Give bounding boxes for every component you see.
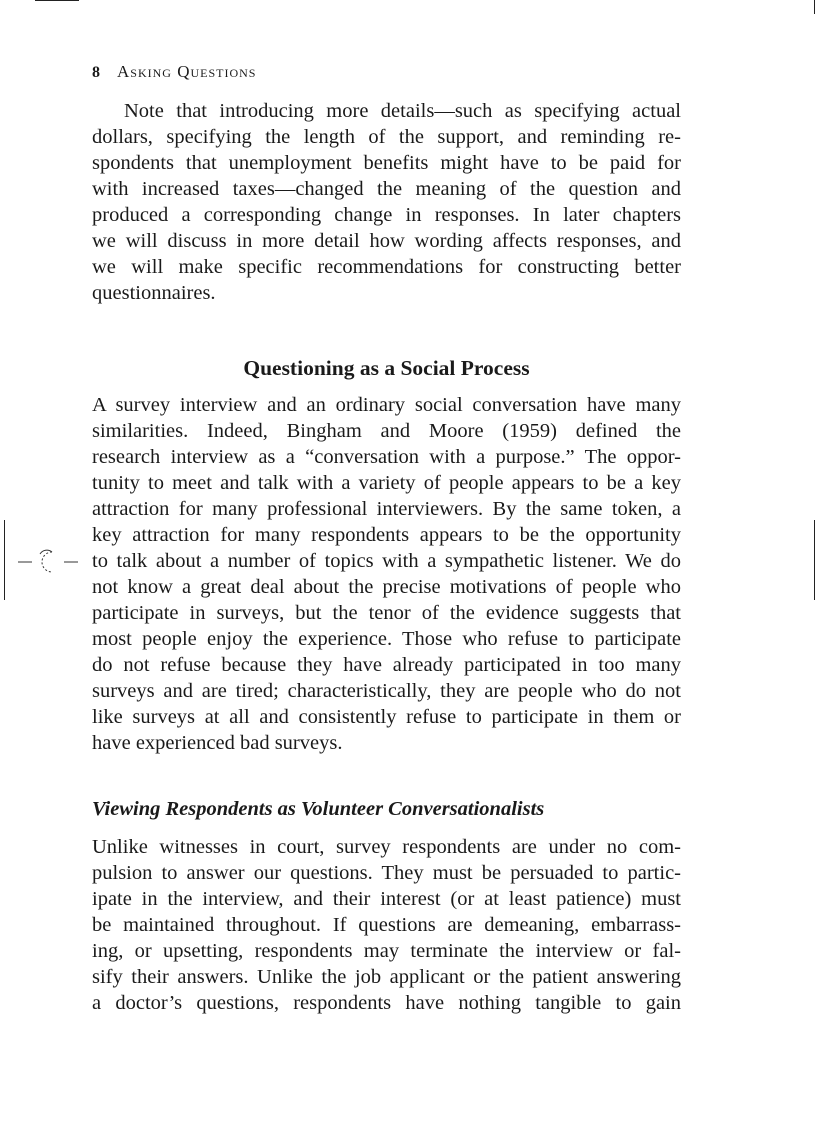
text-line: dollars, specifying the length of the support, and reminding re-: [92, 126, 681, 148]
text-line: have experienced bad surveys.: [92, 732, 343, 754]
text-line: Unlike witnesses in court, survey respondents are under no com-: [92, 836, 681, 858]
text-line: ing, or upsetting, respondents may terminate the interview or fal-: [92, 940, 681, 962]
text-line: not know a great deal about the precise motivations of people who: [92, 576, 681, 598]
text-line: A survey interview and an ordinary social conversation have many: [92, 394, 681, 416]
text-line: key attraction for many respondents appears to be the opportunity: [92, 524, 681, 546]
text-line: tunity to meet and talk with a variety of people appears to be a key: [92, 472, 681, 494]
text-line: most people enjoy the experience. Those who refuse to participate: [92, 628, 681, 650]
text-line: we will make specific recommendations for constructing better: [92, 256, 681, 278]
text-line: surveys and are tired; characteristically, they are people who do not: [92, 680, 681, 702]
text-line: attraction for many professional interviewers. By the same token, a: [92, 498, 681, 520]
text-line: do not refuse because they have already participated in too many: [92, 654, 681, 676]
text-line: Note that introducing more details—such as specifying actual: [124, 100, 681, 122]
crop-mark-top: [35, 0, 79, 1]
text-line: questionnaires.: [92, 282, 216, 304]
text-line: to talk about a number of topics with a sympathetic listener. We do: [92, 550, 681, 572]
running-head-title: Asking Questions: [117, 62, 257, 81]
text-line: sify their answers. Unlike the job applicant or the patient answering: [92, 966, 681, 988]
crop-mark-left: [4, 520, 5, 600]
page-number: 8: [92, 64, 101, 81]
text-line: spondents that unemployment benefits might have to be paid for: [92, 152, 681, 174]
text-line: research interview as a “conversation with a purpose.” The oppor-: [92, 446, 681, 468]
text-line: be maintained throughout. If questions are demeaning, embarrass-: [92, 914, 681, 936]
text-line: produced a corresponding change in responses. In later chapters: [92, 204, 681, 226]
text-line: pulsion to answer our questions. They must be persuaded to partic-: [92, 862, 681, 884]
subsection-heading: Viewing Respondents as Volunteer Conversationalists: [92, 798, 545, 820]
text-line: participate in surveys, but the tenor of the evidence suggests that: [92, 602, 681, 624]
text-line: similarities. Indeed, Bingham and Moore (1959) defined the: [92, 420, 681, 442]
running-head: [92, 62, 256, 82]
text-line: ipate in the interview, and their interest (or at least patience) must: [92, 888, 681, 910]
registration-mark-icon: [18, 548, 80, 576]
text-line: we will discuss in more detail how wording affects responses, and: [92, 230, 681, 252]
text-line: with increased taxes—changed the meaning of the question and: [92, 178, 681, 200]
text-line: like surveys at all and consistently refuse to participate in them or: [92, 706, 681, 728]
crop-mark-right: [814, 520, 815, 600]
section-heading: Questioning as a Social Process: [243, 356, 530, 380]
crop-mark-top-right: [814, 0, 815, 14]
text-line: a doctor’s questions, respondents have nothing tangible to gain: [92, 992, 681, 1014]
